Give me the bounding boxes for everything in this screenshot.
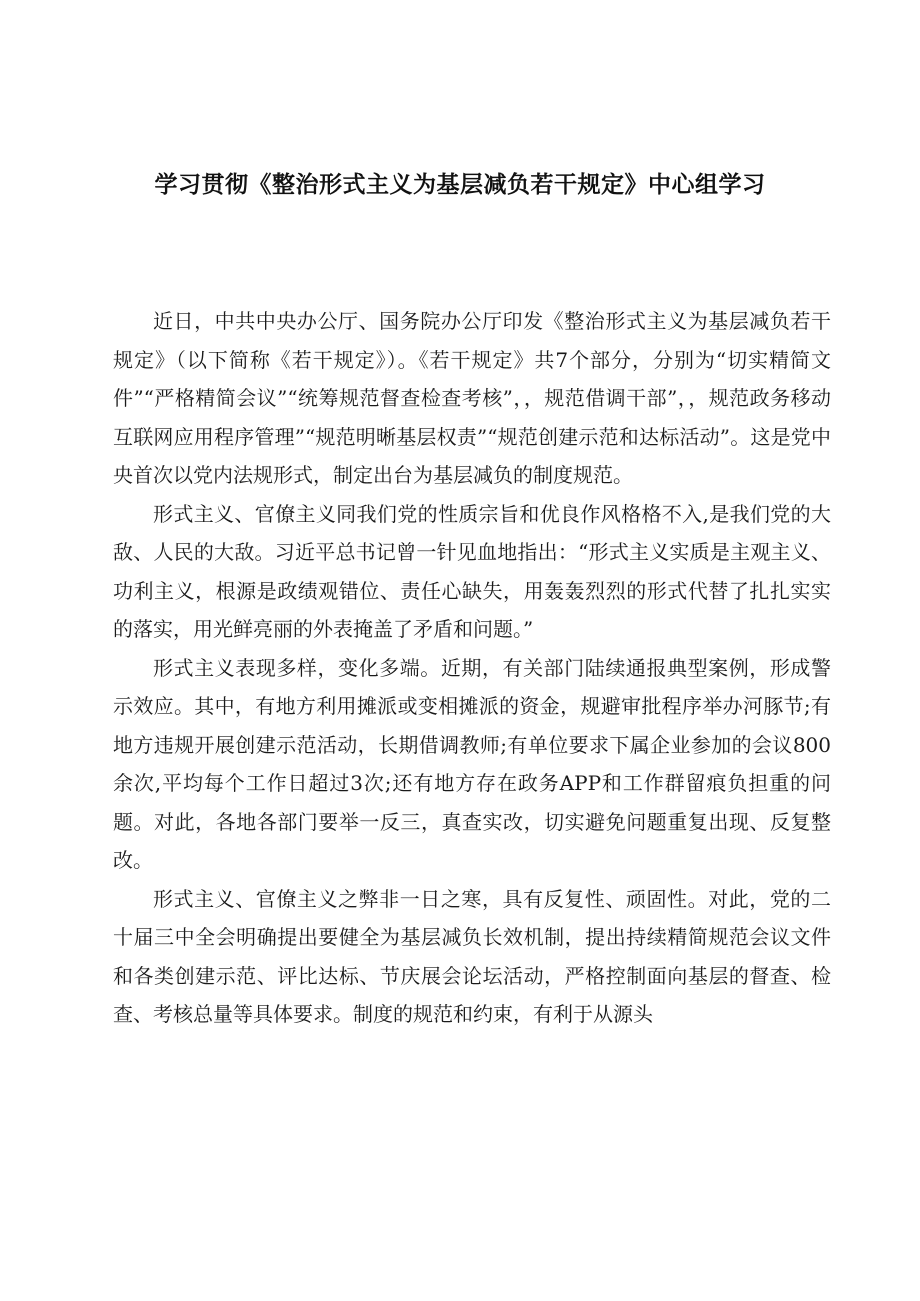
paragraph: 形式主义、官僚主义同我们党的性质宗旨和优良作风格格不入,是我们党的大敌、人民的大敌。习近平总书记曾一针见血地指出：“形式主义实质是主观主义、功利主义，根源是政绩观错位、责任心缺失，用轰轰烈烈的形式代替了扎扎实实的落实，用光鲜亮丽的外表掩盖了矛盾和问题。” bbox=[113, 501, 831, 641]
paragraph: 形式主义、官僚主义之弊非一日之寒，具有反复性、顽固性。对此，党的二十届三中全会明确提出要健全为基层减负长效机制，提出持续精简规范会议文件和各类创建示范、评比达标、节庆展会论坛活动，严格控制面向基层的督查、检查、考核总量等具体要求。制度的规范和约束，有利于从源头 bbox=[113, 886, 831, 1026]
document-body bbox=[113, 302, 831, 1034]
document-title: 学习贯彻《整治形式主义为基层减负若干规定》中心组学习 bbox=[154, 172, 766, 198]
paragraph: 近日，中共中央办公厅、国务院办公厅印发《整治形式主义为基层减负若干规定》（以下简称《若干规定》）。《若干规定》共7个部分，分别为“切实精简文件”“严格精简会议”“统筹规范督查检查考核”，，规范借调干部”，，规范政务移动互联网应用程序管理”“规范明晰基层权责”“规范创建示范和达标活动”。这是党中央首次以党内法规形式，制定出台为基层减负的制度规范。 bbox=[113, 309, 831, 487]
paragraph: 形式主义表现多样，变化多端。近期，有关部门陆续通报典型案例，形成警示效应。其中，有地方利用摊派或变相摊派的资金，规避审批程序举办河豚节;有地方违规开展创建示范活动，长期借调教师;有单位要求下属企业参加的会议800余次,平均每个工作日超过3次;还有地方存在政务APP和工作群留痕负担重的问题。对此，各地各部门要举一反三，真查实改，切实避免问题重复出现、反复整改。 bbox=[113, 655, 831, 872]
